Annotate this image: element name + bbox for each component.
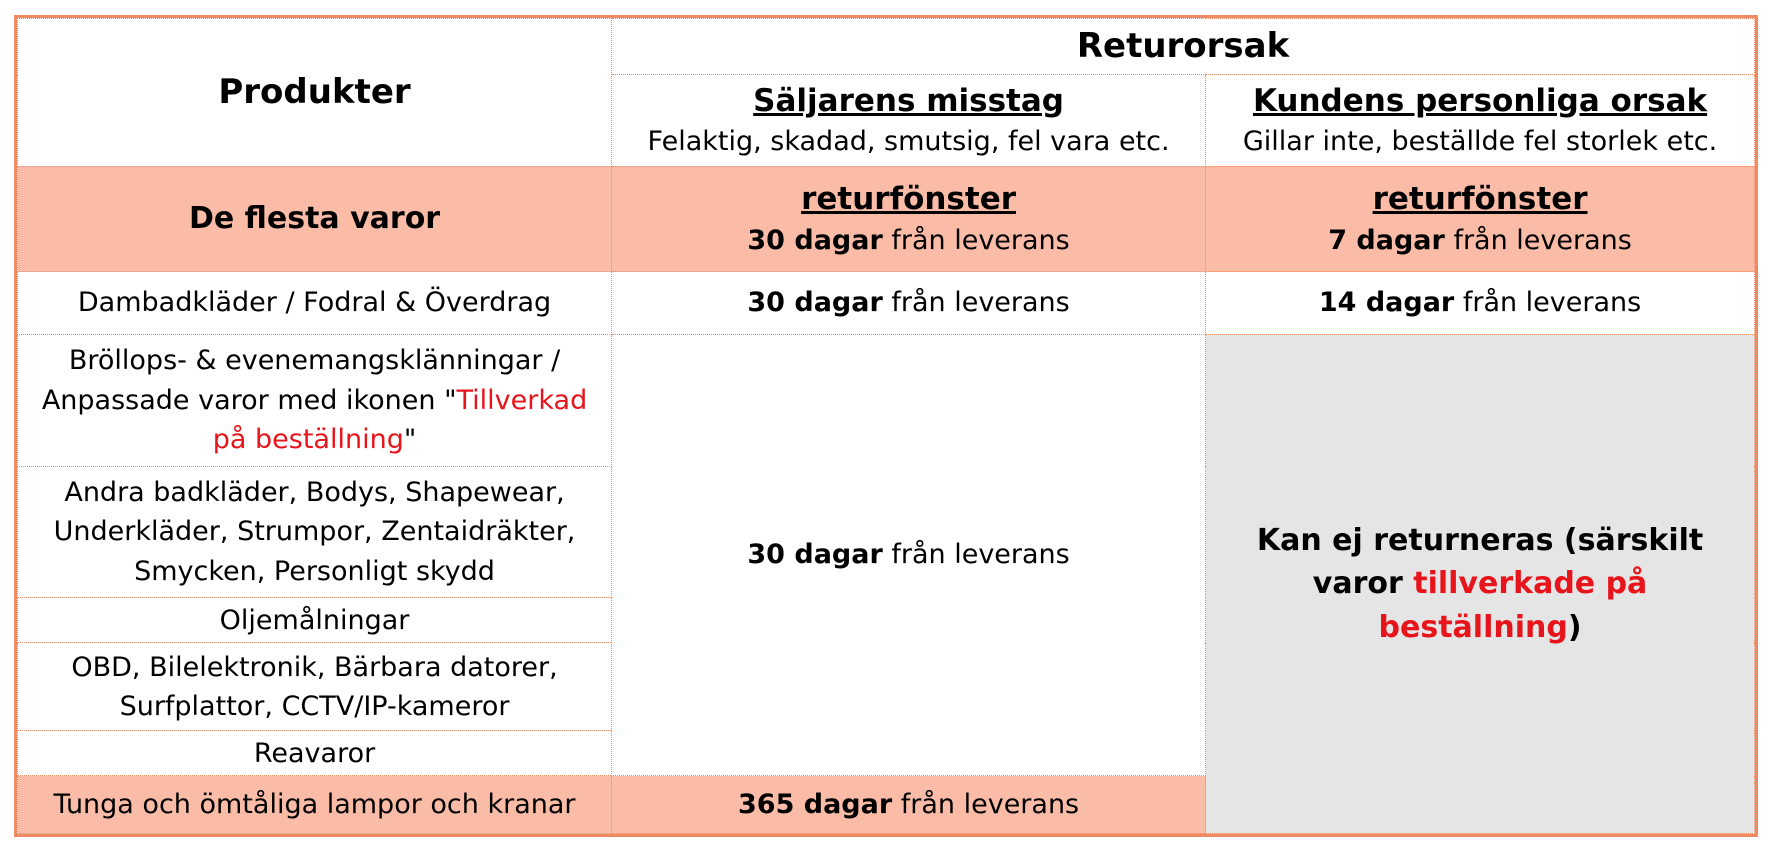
days-value: 365 dagar [738, 788, 893, 820]
group-seller-window [612, 334, 1206, 775]
return-policy-table-frame [14, 15, 1758, 837]
seller-mistake-title: Säljarens misstag [753, 82, 1064, 119]
not-returnable-close: ) [1567, 609, 1582, 645]
customer-reason-title: Kundens personliga orsak [1252, 82, 1708, 119]
return-window-label: returfönster [1372, 181, 1588, 218]
days-value: 30 dagar [747, 539, 883, 571]
header-return-reason: Returorsak [612, 19, 1755, 75]
not-returnable-text: Kan ej returneras (särskilt varor [1256, 522, 1704, 602]
row-wedding [18, 334, 1755, 466]
most-goods-seller-window [612, 166, 1206, 272]
days-suffix: från leverans [892, 788, 1080, 820]
most-goods-customer-window [1206, 166, 1755, 272]
days-suffix: från leverans [1454, 287, 1642, 319]
return-policy-table [17, 18, 1755, 834]
days-value: 14 dagar [1318, 287, 1455, 319]
product-wedding [18, 334, 612, 466]
swimwear-seller-window [612, 272, 1206, 334]
days-value: 30 dagar [747, 287, 883, 319]
seller-mistake-examples: Felaktig, skadad, smutsig, fel vara etc. [647, 126, 1170, 158]
days-suffix: från leverans [882, 224, 1070, 256]
header-products: Produkter [18, 19, 612, 167]
product-wedding-quote: " [403, 423, 417, 455]
days-value: 7 dagar [1328, 224, 1445, 256]
swimwear-customer-window [1206, 272, 1755, 334]
lamps-seller-window [612, 776, 1206, 834]
made-to-order-highlight: Tillverkad på beställning [212, 384, 588, 455]
header-customer-reason [1206, 75, 1755, 167]
header-seller-mistake [612, 75, 1206, 167]
product-wedding-text: Bröllops- & evenemangsklänningar / Anpassade varor med ikonen " [41, 345, 561, 416]
customer-reason-examples: Gillar inte, beställde fel storlek etc. [1242, 126, 1718, 158]
not-returnable-cell [1206, 334, 1755, 833]
days-suffix: från leverans [1444, 224, 1632, 256]
row-most-goods [18, 166, 1755, 272]
product-most-goods: De flesta varor [18, 166, 612, 272]
return-window-label: returfönster [801, 181, 1017, 218]
product-other-swimwear: Andra badkläder, Bodys, Shapewear, Underkläder, Strumpor, Zentaidräkter, Smycken, Personligt skydd [18, 466, 612, 598]
product-electronics: OBD, Bilelektronik, Bärbara datorer, Surfplattor, CCTV/IP-kameror [18, 643, 612, 731]
made-to-order-highlight: tillverkade på beställning [1378, 566, 1648, 645]
product-sale-items: Reavaror [18, 731, 612, 776]
product-lamps: Tunga och ömtåliga lampor och kranar [18, 776, 612, 834]
days-value: 30 dagar [747, 224, 883, 256]
days-suffix: från leverans [882, 287, 1070, 319]
days-suffix: från leverans [882, 539, 1070, 571]
product-oil-paintings: Oljemålningar [18, 598, 612, 643]
row-swimwear [18, 272, 1755, 334]
product-swimwear: Dambadkläder / Fodral & Överdrag [18, 272, 612, 334]
